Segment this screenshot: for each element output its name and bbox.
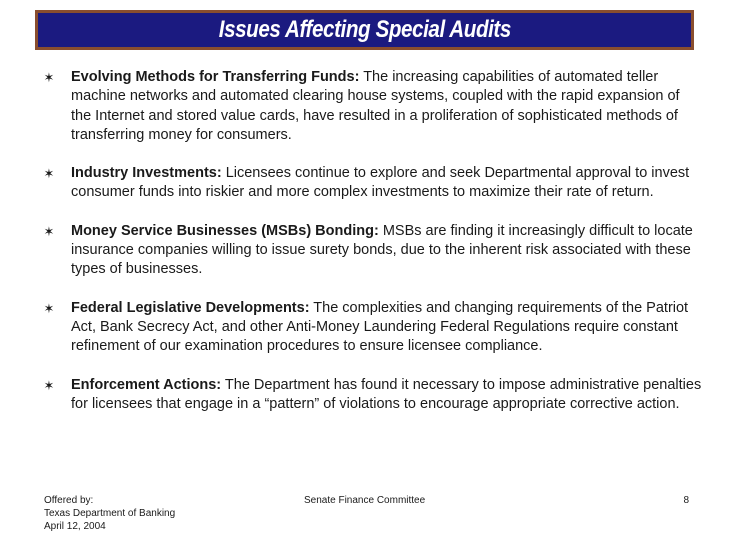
star-bullet-icon: ✶ xyxy=(43,300,55,316)
star-bullet-icon: ✶ xyxy=(43,166,55,182)
bullet-heading: Enforcement Actions: xyxy=(71,376,222,393)
bullet-item-evolving-methods xyxy=(42,68,702,145)
footer-organization: Texas Department of Banking xyxy=(44,508,176,519)
bullet-list xyxy=(42,68,702,433)
bullet-item-enforcement-actions xyxy=(42,376,702,415)
bullet-item-federal-legislative xyxy=(42,299,702,357)
bullet-heading: Federal Legislative Developments: xyxy=(71,299,310,316)
star-bullet-icon: ✶ xyxy=(43,377,55,393)
star-bullet-icon: ✶ xyxy=(43,223,55,239)
slide-title-bar xyxy=(35,10,694,50)
slide-title: Issues Affecting Special Audits xyxy=(218,16,511,43)
footer-page-number: 8 xyxy=(683,495,689,506)
bullet-item-msb-bonding xyxy=(42,222,702,280)
footer-committee: Senate Finance Committee xyxy=(304,495,426,506)
bullet-text: The Department has found it necessary to impose administrative penalties for licensees that engage in a “pattern” of violations to encourage appropriate corrective action. xyxy=(71,376,702,412)
footer-offered-by: Offered by: xyxy=(44,495,94,506)
footer-presenter-info xyxy=(44,494,175,533)
bullet-text: Licensees continue to explore and seek Departmental approval to invest consumer funds into riskier and more complex investments to maximize their rate of return. xyxy=(71,165,690,201)
bullet-item-industry-investments xyxy=(42,164,702,203)
bullet-text: MSBs are finding it increasingly difficult to locate insurance companies willing to issue surety bonds, due to the inherent risk associated with these types of businesses. xyxy=(71,222,693,278)
footer-date: April 12, 2004 xyxy=(44,521,106,532)
star-bullet-icon: ✶ xyxy=(43,70,55,85)
bullet-heading: Industry Investments: xyxy=(71,165,222,182)
bullet-text: The increasing capabilities of automated teller machine networks and automated clearing house systems, coupled with the rapid expansion of the Internet and stored value cards, have resulted in a proliferation of sophisticated methods of transferring money for consumers. xyxy=(71,69,680,143)
bullet-text: The complexities and changing requirements of the Patriot Act, Bank Secrecy Act, and other Anti-Money Laundering Federal Regulations require constant refinement of our examination procedures to ensure licensee compliance. xyxy=(71,299,689,355)
bullet-heading: Evolving Methods for Transferring Funds: xyxy=(71,69,360,85)
bullet-heading: Money Service Businesses (MSBs) Bonding: xyxy=(71,222,379,239)
